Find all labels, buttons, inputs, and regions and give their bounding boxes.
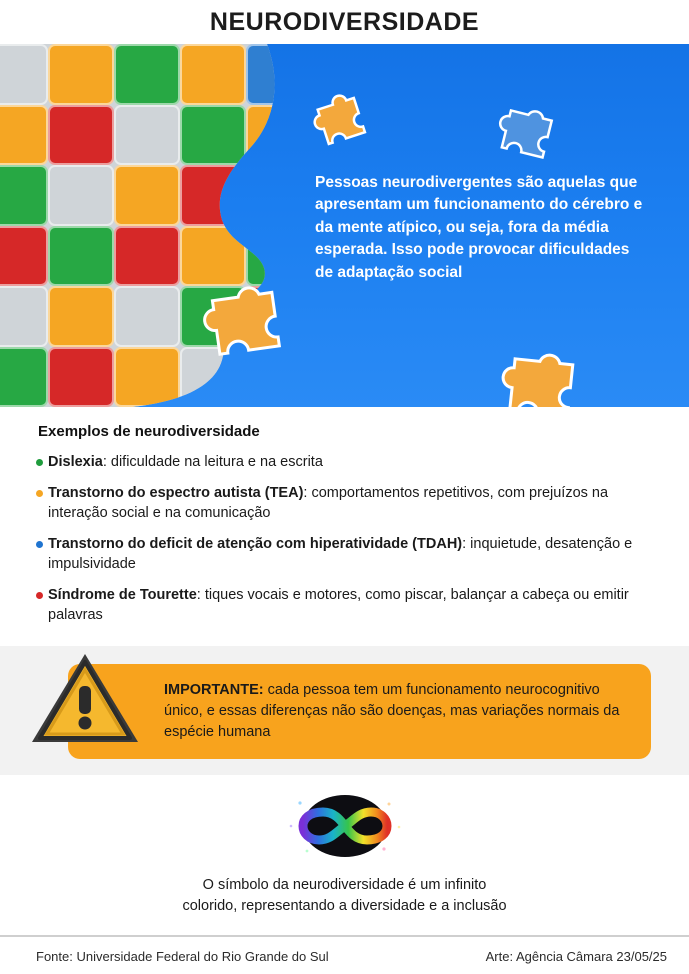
footer	[0, 935, 689, 974]
infinity-caption	[0, 875, 689, 916]
list-item-description: : inquietude, desatenção e impulsividade	[48, 536, 633, 572]
list-item-term: Síndrome de Tourette	[48, 587, 197, 603]
list-item	[36, 534, 665, 574]
list-item-text	[48, 452, 323, 472]
infinity-caption-line2: colorido, representando a diversidade e a inclusão	[182, 897, 507, 914]
examples-heading: Exemplos de neurodiversidade	[38, 423, 260, 440]
bullet-dot-icon	[36, 592, 43, 599]
infinity-caption-line1: O símbolo da neurodiversidade é um infinito	[202, 877, 487, 894]
list-item	[36, 452, 665, 472]
infinity-symbol-icon	[285, 789, 405, 863]
important-callout	[68, 664, 651, 759]
puzzle-piece-icon	[498, 344, 590, 407]
page-title: NEURODIVERSIDADE	[209, 7, 480, 36]
list-item	[36, 483, 665, 523]
bullet-dot-icon	[36, 490, 43, 497]
list-item-description: : comportamentos repetitivos, com prejuízos na interação social e na comunicação	[48, 485, 609, 521]
list-item-text	[48, 534, 665, 574]
footer-credit: Arte: Agência Câmara 23/05/25	[485, 949, 667, 964]
examples-section	[0, 407, 689, 646]
list-item-term: Transtorno do espectro autista (TEA)	[48, 485, 304, 501]
important-band	[0, 646, 689, 775]
hero-lead-text: Pessoas neurodivergentes são aquelas que apresentam um funcionamento do cérebro e da mente atípico, ou seja, fora da média esperada. Isso pode provocar dificuldades de adaptação social	[315, 174, 643, 281]
footer-source: Fonte: Universidade Federal do Rio Grande do Sul	[36, 949, 329, 964]
list-item-description: : dificuldade na leitura e na escrita	[102, 454, 323, 470]
list-item-text	[48, 585, 665, 625]
important-label: IMPORTANTE:	[164, 682, 264, 698]
title-bar	[0, 0, 689, 44]
bullet-dot-icon	[36, 459, 43, 466]
list-item-text	[48, 483, 665, 523]
list-item-term: Dislexia	[48, 454, 103, 470]
puzzle-piece-icon	[492, 99, 562, 167]
bullet-dot-icon	[36, 541, 43, 548]
puzzle-piece-icon	[200, 276, 296, 372]
list-item-term: Transtorno do deficit de atenção com hiperatividade (TDAH)	[48, 536, 463, 552]
puzzle-piece-icon	[310, 89, 372, 151]
important-text	[164, 680, 631, 743]
infinity-section	[0, 775, 689, 922]
important-body: cada pessoa tem um funcionamento neurocognitivo único, e essas diferenças não são doenças, mas variações normais da espécie humana	[164, 682, 620, 741]
list-item-description: : tiques vocais e motores, como piscar, balançar a cabeça ou emitir palavras	[48, 587, 629, 623]
list-item	[36, 585, 665, 625]
hero-section	[0, 44, 689, 407]
warning-triangle-icon	[26, 646, 144, 750]
